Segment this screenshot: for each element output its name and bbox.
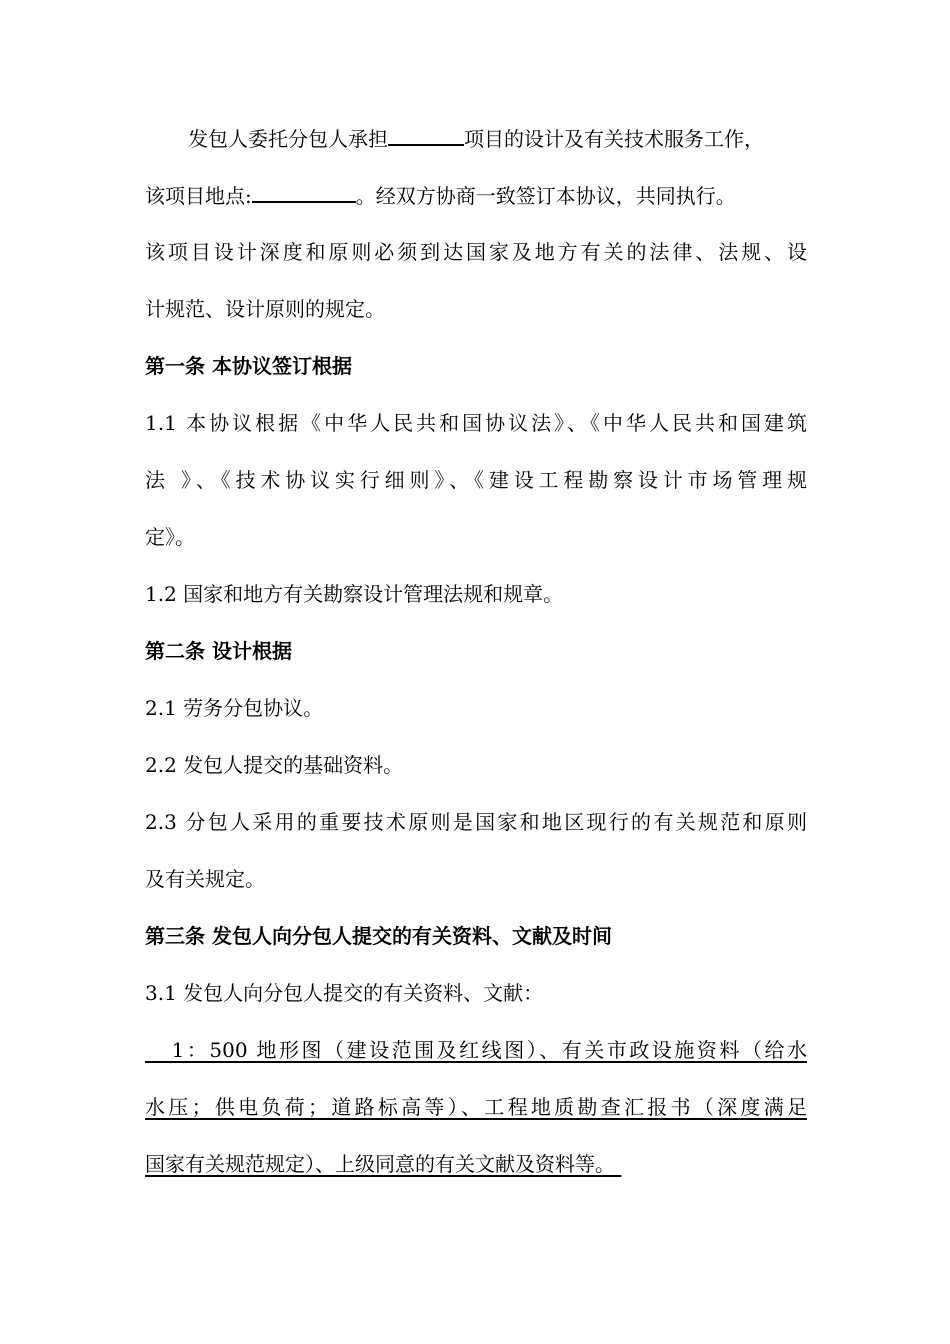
intro-line-4: 计规范、设计原则的规定。 [145,297,385,321]
article-2-3-line-2: 及有关规定。 [145,867,265,891]
intro-text: 发包人委托分包人承担 [188,127,388,151]
intro-text: 项目的设计及有关技术服务工作， [464,127,764,151]
article-2-3-line-1: 2.3 分包人采用的重要技术原则是国家和地区现行的有关规范和原则 [145,810,807,834]
intro-line-2 [145,181,807,210]
article-1-1-line-3: 定》。 [145,525,195,549]
project-name-blank [388,124,464,146]
article-3-heading: 第三条 发包人向分包人提交的有关资料、文献及时间 [145,924,612,948]
article-1-2: 1.2 国家和地方有关勘察设计管理法规和规章。 [145,582,564,606]
article-1-heading: 第一条 本协议签订根据 [145,354,352,378]
intro-line-3: 该项目设计深度和原则必须到达国家及地方有关的法律、法规、设 [145,240,807,264]
materials-list-line-3: 国家有关规范规定）、上级同意的有关文献及资料等。 [145,1152,622,1176]
project-location-blank [252,181,356,203]
intro-text: 。经双方协商一致签订本协议，共同执行。 [355,184,736,208]
materials-list-line-1: 1：500 地形图（建设范围及红线图）、有关市政设施资料（给水 [145,1038,807,1062]
intro-text: 该项目地点: [145,184,252,208]
article-2-heading: 第二条 设计根据 [145,639,292,663]
article-2-2: 2.2 发包人提交的基础资料。 [145,753,404,777]
article-1-1-line-2: 法 》、《技术协议实行细则》、《建设工程勘察设计市场管理规 [145,468,807,492]
article-1-1-line-1: 1.1 本协议根据《中华人民共和国协议法》、《中华人民共和国建筑 [145,411,807,435]
materials-list-line-2: 水压；供电负荷；道路标高等）、工程地质勘查汇报书（深度满足 [145,1095,807,1119]
article-3-1: 3.1 发包人向分包人提交的有关资料、文献： [145,981,544,1005]
intro-line-1 [188,124,808,153]
article-2-1: 2.1 劳务分包协议。 [145,696,324,720]
